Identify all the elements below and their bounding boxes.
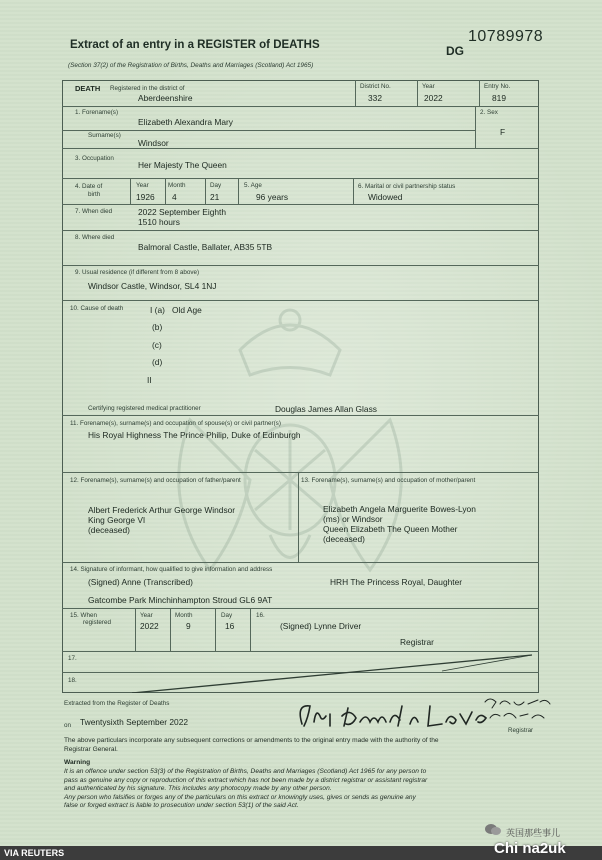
particulars-line-2: Registrar General. (64, 745, 118, 753)
informant-qualification: HRH The Princess Royal, Daughter (330, 577, 463, 587)
entry-no-label: Entry No. (484, 83, 511, 90)
cancelled-strike-lines (62, 651, 539, 693)
when-registered-label: 15. When (70, 612, 97, 619)
warning-line-3: and authenticated by his signature. This includes any photocopy made by any other person. (64, 785, 332, 793)
marital-status-label: 6. Marital or civil partnership status (358, 183, 456, 190)
entry-no-value: 819 (492, 93, 506, 103)
cause-ic-label: (c) (152, 340, 162, 350)
photo-credit: VIA REUTERS (4, 848, 65, 858)
particulars-line-1: The above particulars incorporate any subsequent corrections or amendments to the original entry made with the authority of the (64, 737, 439, 744)
dob-label: 4. Date of (75, 183, 103, 190)
district-value: Aberdeenshire (138, 93, 193, 103)
field17-label: 17. (68, 655, 77, 662)
when-died-label: 7. When died (75, 208, 113, 215)
dob-month-value: 4 (172, 192, 177, 202)
reg-month-value: 9 (186, 621, 191, 631)
spouse-label: 11. Forename(s), surname(s) and occupation of spouse(s) or civil partner(s) (70, 420, 281, 427)
age-label: 5. Age (244, 182, 262, 189)
death-heading: DEATH (75, 84, 101, 93)
year-label: Year (422, 83, 435, 90)
wechat-icon (484, 823, 502, 837)
district-label: Registered in the district of (110, 85, 185, 92)
dob-year-label: Year (136, 182, 149, 189)
serial-number: 10789978 (468, 28, 544, 45)
cause-ia-label: I (a) (150, 305, 165, 315)
warning-line-4: Any person who falsifies or forges any of the particulars on this extract or knowingly uses, gives or sends as genuine any (64, 793, 416, 801)
warning-line-2: pass as genuine any copy or reproduction of this extract which has not been made by a district registrar or assistant registrar (64, 776, 428, 784)
spouse-value: His Royal Highness The Prince Philip, Duke of Edinburgh (88, 430, 301, 440)
warning-line-5: false or forged extract is liable to prosecution under section 53(1) of the said Act. (64, 802, 299, 810)
sex-label: 2. Sex (480, 109, 498, 116)
warning-heading: Warning (64, 759, 91, 766)
where-died-label: 8. Where died (75, 234, 115, 241)
district-no-value: 332 (368, 93, 382, 103)
year-value: 2022 (424, 93, 443, 103)
signature-caption: Registrar (508, 727, 534, 734)
reg-day-value: 16 (225, 621, 235, 631)
particulars-note (64, 737, 439, 754)
mother-line3: Queen Elizabeth The Queen Mother (323, 524, 458, 534)
when-died-time: 1510 hours (138, 217, 180, 227)
cause-ii-label: II (147, 375, 152, 385)
sex-value: F (500, 127, 506, 137)
mother-line2: (ms) or Windsor (323, 514, 383, 524)
dob-month-label: Month (168, 182, 186, 189)
mother-label: 13. Forename(s), surname(s) and occupation of mother/parent (301, 477, 476, 484)
field16-label: 16. (256, 612, 265, 619)
registrar-title: Registrar (400, 637, 434, 647)
surname-value: Windsor (138, 138, 169, 148)
field18-label: 18. (68, 677, 77, 684)
document-title: Extract of an entry in a REGISTER of DEATHS (70, 39, 320, 51)
cause-ia-value: Old Age (172, 305, 202, 315)
cause-ib-label: (b) (152, 322, 163, 332)
mother-line1: Elizabeth Angela Marguerite Bowes-Lyon (323, 504, 476, 514)
watermark-text: Chi na2uk (494, 840, 566, 857)
occupation-label: 3. Occupation (75, 155, 114, 162)
district-no-label: District No. (360, 83, 391, 90)
cause-id-label: (d) (152, 357, 163, 367)
father-line2: King George VI (88, 515, 146, 525)
forenames-value: Elizabeth Alexandra Mary (138, 117, 233, 127)
wechat-account: 英国那些事儿 (506, 828, 561, 838)
warning-line-1: It is an offence under section 53(3) of the Registration of Births, Deaths and Marriages (Scotland) Act 1965 for any person to (64, 768, 427, 775)
extracted-label: Extracted from the Register of Deaths (64, 700, 170, 707)
dob-year-value: 1926 (136, 192, 155, 202)
reg-year-value: 2022 (140, 621, 159, 631)
where-died-value: Balmoral Castle, Ballater, AB35 5TB (138, 242, 273, 252)
reg-year-label: Year (140, 612, 153, 619)
surname-label: Surname(s) (88, 132, 121, 139)
informant-label: 14. Signature of informant, how qualified to give information and address (70, 566, 273, 573)
usual-residence-value: Windsor Castle, Windsor, SL4 1NJ (88, 281, 217, 291)
dob-day-value: 21 (210, 192, 220, 202)
extract-date: Twentysixth September 2022 (80, 717, 189, 727)
act-reference: (Section 37(2) of the Registration of Births, Deaths and Marriages (Scotland) Act 1965) (68, 62, 314, 69)
cause-of-death-label: 10. Cause of death (70, 305, 124, 312)
when-registered-label-2: registered (83, 619, 112, 626)
dob-day-label: Day (210, 182, 222, 189)
mother-line4: (deceased) (323, 534, 365, 544)
when-died-date: 2022 September Eighth (138, 207, 226, 217)
on-label: on (64, 722, 72, 729)
practitioner-value: Douglas James Allan Glass (275, 404, 377, 414)
marital-status-value: Widowed (368, 192, 403, 202)
informant-address: Gatcombe Park Minchinhampton Stroud GL6 9AT (88, 595, 273, 605)
father-line3: (deceased) (88, 525, 130, 535)
registrar-signed: (Signed) Lynne Driver (280, 621, 362, 631)
father-line1: Albert Frederick Arthur George Windsor (88, 505, 236, 515)
age-value: 96 years (256, 192, 289, 202)
father-label: 12. Forename(s), surname(s) and occupation of father/parent (70, 477, 241, 484)
occupation-value: Her Majesty The Queen (138, 160, 227, 170)
usual-residence-label: 9. Usual residence (if different from 8 above) (75, 269, 200, 276)
reg-day-label: Day (221, 612, 233, 619)
informant-signed: (Signed) Anne (Transcribed) (88, 577, 193, 587)
practitioner-label: Certifying registered medical practitioner (88, 405, 201, 412)
warning-text (64, 768, 427, 811)
reg-month-label: Month (175, 612, 193, 619)
dob-label-2: birth (88, 191, 101, 198)
serial-prefix: DG (446, 44, 464, 58)
forenames-label: 1. Forename(s) (75, 109, 119, 116)
